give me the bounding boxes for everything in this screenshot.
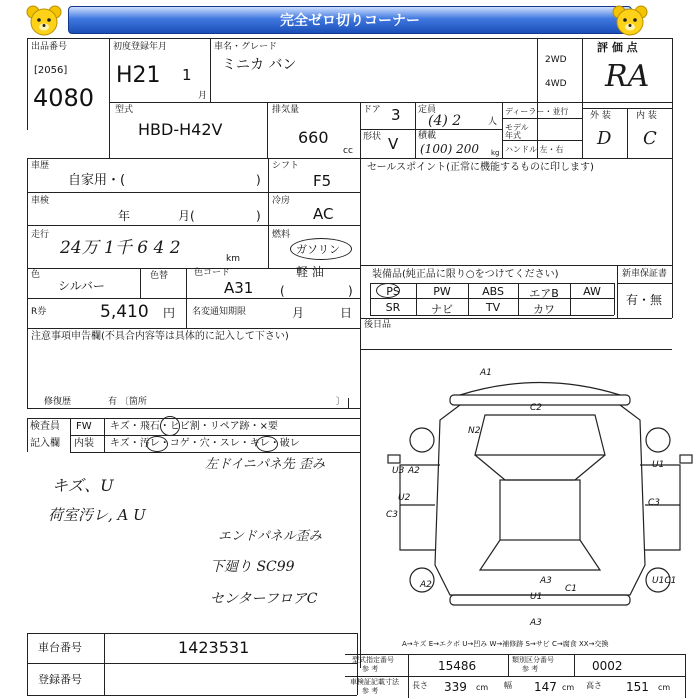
interior-check-label: 内装 bbox=[74, 438, 94, 449]
grade-value: RA bbox=[605, 59, 650, 94]
bear-mascot-icon bbox=[610, 4, 650, 38]
history-close: ) bbox=[256, 173, 261, 187]
inspector-label: 検査員 bbox=[30, 421, 60, 432]
sales-label: セールスポイント(正常に機能するものに印します) bbox=[367, 162, 594, 173]
mark-u2: U2 bbox=[398, 493, 411, 503]
displacement-value: 660 bbox=[298, 128, 329, 147]
history-label: 車歴 bbox=[31, 161, 50, 171]
mark-u1-right: U1 bbox=[652, 460, 665, 470]
notice-day: 日 bbox=[340, 306, 353, 320]
interior-mark-1 bbox=[146, 436, 168, 452]
drive-2wd: 2WD bbox=[545, 55, 567, 65]
equip-ps: PS bbox=[386, 285, 400, 298]
hand-note-1: キズ、U bbox=[52, 476, 114, 495]
category-value: 0002 bbox=[592, 659, 623, 673]
interior-label: 内 装 bbox=[636, 111, 657, 121]
inspection-close: ) bbox=[256, 209, 261, 223]
hand-note-2: 荷室汚レ, A U bbox=[48, 506, 146, 524]
height-value: 151 bbox=[626, 680, 649, 694]
displacement-label: 排気量 bbox=[272, 105, 300, 115]
fw-mark bbox=[160, 416, 180, 436]
door-label: ドア bbox=[363, 105, 381, 115]
bear-mascot-icon bbox=[24, 4, 64, 38]
hand-note-6: センターフロアC bbox=[210, 591, 318, 607]
ac-value: AC bbox=[313, 205, 334, 223]
mileage-unit: km bbox=[226, 254, 240, 264]
mileage-value: 24万 1千 6 4 2 bbox=[60, 238, 181, 258]
mileage-label: 走行 bbox=[31, 230, 50, 240]
mark-a3-rear: A3 bbox=[530, 618, 542, 628]
handle-label: ハンドル 左・右 bbox=[505, 145, 564, 154]
color-change-label: 色替 bbox=[150, 271, 169, 281]
entry-label: 記入欄 bbox=[30, 438, 60, 449]
lot-number: 4080 bbox=[33, 84, 95, 112]
height-label: 高さ bbox=[586, 681, 602, 690]
mark-c1: C1 bbox=[565, 584, 578, 594]
interior-mark-2 bbox=[256, 436, 278, 452]
repair-label: 修復歴 bbox=[44, 397, 72, 407]
displacement-unit: cc bbox=[343, 146, 353, 156]
first-reg-year: H21 bbox=[116, 63, 161, 88]
hand-note-5: 下廻り SC99 bbox=[210, 559, 295, 575]
chassis-label: 車台番号 bbox=[38, 641, 82, 654]
warranty-value: 有・無 bbox=[626, 293, 663, 307]
mark-a2-lower: A2 bbox=[420, 580, 432, 590]
fw-items: キズ・飛石・ヒビ割・リペア跡・×要 bbox=[110, 421, 278, 432]
color-label: 色 bbox=[31, 270, 41, 280]
exterior-value: D bbox=[597, 128, 612, 149]
chassis-value: 1423531 bbox=[178, 638, 250, 657]
lot-sub: [2056] bbox=[34, 65, 68, 76]
fw-label: FW bbox=[76, 421, 92, 432]
width-label: 幅 bbox=[504, 681, 512, 690]
page-banner: 完全ゼロ切りコーナー bbox=[68, 6, 632, 34]
inspection-month: 月( bbox=[178, 209, 195, 223]
dealer-label: ディーラー・並行 bbox=[505, 107, 569, 116]
fuel-paren: ( bbox=[280, 284, 285, 298]
hand-note-3: 左ドイニパネ先 歪み bbox=[205, 457, 325, 472]
hand-note-4: エンドパネル歪み bbox=[218, 529, 322, 544]
equip-aw: AW bbox=[583, 285, 601, 298]
equip-abs: ABS bbox=[482, 285, 504, 298]
fuel-label: 燃料 bbox=[272, 230, 291, 240]
color-code-value: A31 bbox=[224, 279, 254, 297]
shift-label: シフト bbox=[272, 161, 300, 171]
model-label: 型式 bbox=[115, 105, 134, 115]
mark-a3: A3 bbox=[540, 576, 552, 586]
rear-items-label: 後日品 bbox=[364, 320, 392, 330]
height-unit: cm bbox=[658, 683, 671, 692]
car-damage-diagram bbox=[380, 355, 700, 630]
ref-label-3: 参 考 bbox=[362, 687, 379, 695]
name-label: 車名・グレード bbox=[214, 42, 278, 52]
length-value: 339 bbox=[444, 680, 467, 694]
width-value: 147 bbox=[534, 680, 557, 694]
type-label: 型式指定番号 bbox=[352, 656, 394, 664]
recycle-value: 5,410 bbox=[100, 302, 149, 322]
notice-label: 名変通知期限 bbox=[192, 307, 247, 317]
mark-a1: A1 bbox=[480, 368, 492, 378]
width-unit: cm bbox=[562, 683, 575, 692]
equip-tv: TV bbox=[485, 301, 501, 314]
equip-airbag: エアB bbox=[529, 287, 559, 300]
model-value: HBD-H42V bbox=[138, 120, 223, 139]
interior-items: キズ・汚レ・コゲ・穴・スレ・キレ・破レ bbox=[110, 438, 300, 449]
load-unit: kg bbox=[491, 149, 500, 157]
length-label: 長さ bbox=[412, 681, 428, 690]
grade-label: 評 価 点 bbox=[597, 41, 638, 54]
reg-label: 登録番号 bbox=[38, 673, 82, 686]
load-value: (100) 200 bbox=[420, 142, 479, 156]
door-value: 3 bbox=[391, 106, 401, 124]
equip-sr: SR bbox=[385, 301, 401, 314]
month-unit: 月 bbox=[198, 91, 208, 101]
equip-pw: PW bbox=[433, 285, 451, 298]
load-label: 積載 bbox=[418, 131, 437, 141]
first-reg-month: 1 bbox=[182, 66, 192, 84]
repair-close: 〕 bbox=[336, 397, 346, 407]
drive-4wd: 4WD bbox=[545, 79, 567, 89]
shape-value: V bbox=[388, 135, 399, 153]
color-value: シルバー bbox=[58, 279, 105, 293]
inspection-label: 車検 bbox=[31, 196, 50, 206]
mark-c2: C2 bbox=[530, 403, 543, 413]
recycle-unit: 円 bbox=[163, 306, 176, 320]
mark-a2-left: A2 bbox=[408, 466, 420, 476]
capacity-value: (4) 2 bbox=[428, 113, 462, 129]
equip-leather: カワ bbox=[533, 303, 555, 316]
fuel-value-diesel: 軽 油 bbox=[296, 265, 324, 279]
recycle-label: R券 bbox=[31, 307, 47, 317]
capacity-label: 定員 bbox=[418, 105, 437, 115]
legend: A→キズ E→エクボ U→凹み W→補修跡 S→サビ C→腐食 XX→交換 bbox=[402, 640, 609, 648]
fuel-paren-close: ) bbox=[348, 284, 353, 298]
name-value: ミニカ バン bbox=[222, 57, 297, 73]
shift-value: F5 bbox=[313, 172, 332, 190]
mark-u1c1: U1C1 bbox=[652, 576, 677, 586]
notes-title: 注意事項申告欄(不具合内容等は具体的に記入して下さい) bbox=[31, 331, 289, 342]
type-value: 15486 bbox=[438, 659, 477, 673]
mark-c3-right: C3 bbox=[648, 498, 661, 508]
equipment-label: 装備品(純正品に限り○をつけてください) bbox=[372, 269, 559, 280]
first-reg-label: 初度登録年月 bbox=[113, 42, 168, 52]
repair-value: 有 〔箇所 bbox=[108, 397, 147, 407]
mark-u1-lower: U1 bbox=[530, 592, 543, 602]
model-year-label: モデル年式 bbox=[505, 123, 529, 140]
size-label: 車検証記載寸法 bbox=[350, 678, 399, 686]
length-unit: cm bbox=[476, 683, 489, 692]
ac-label: 冷房 bbox=[272, 196, 291, 206]
equip-navi: ナビ bbox=[431, 303, 453, 316]
capacity-unit: 人 bbox=[488, 117, 498, 127]
interior-value: C bbox=[643, 128, 657, 149]
shape-label: 形状 bbox=[363, 132, 382, 142]
notice-month: 月 bbox=[292, 306, 305, 320]
lot-label: 出品番号 bbox=[31, 42, 68, 52]
warranty-label: 新車保証書 bbox=[622, 269, 668, 279]
fuel-value-gasoline: ガソリン bbox=[296, 243, 340, 256]
fuel-selected-mark bbox=[290, 238, 352, 260]
equip-ps-selected-mark bbox=[376, 283, 400, 298]
ref-label-2: 参 考 bbox=[522, 665, 539, 673]
inspection-year: 年 bbox=[118, 209, 131, 223]
color-code-label: 色コード bbox=[194, 268, 231, 278]
mark-c3-left: C3 bbox=[386, 510, 399, 520]
category-label: 類別区分番号 bbox=[512, 656, 554, 664]
exterior-label: 外 装 bbox=[590, 111, 611, 121]
mark-u3: U3 bbox=[392, 466, 405, 476]
mark-n2: N2 bbox=[468, 426, 481, 436]
ref-label-1: 参 考 bbox=[362, 665, 379, 673]
history-value: 自家用・( bbox=[68, 173, 126, 188]
